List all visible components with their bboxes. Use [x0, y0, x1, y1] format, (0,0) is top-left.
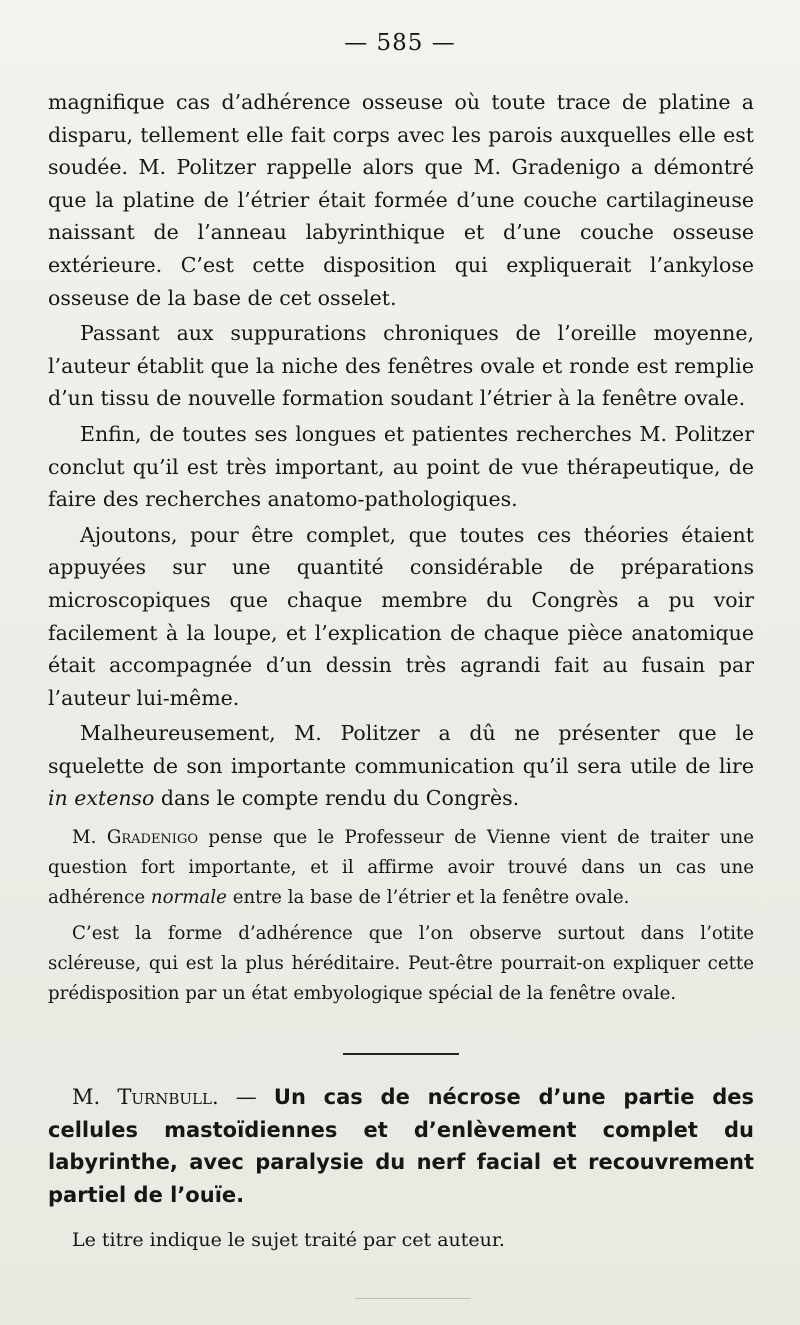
paragraph-malheureusement — [48, 717, 754, 815]
section-divider — [343, 1053, 459, 1055]
page-number: — 585 — — [344, 30, 456, 56]
text-run: dans le compte rendu du Congrès. — [154, 786, 520, 811]
article-heading — [48, 1081, 754, 1211]
italic-run: normale — [150, 887, 227, 909]
paragraph-preparations: Ajoutons, pour être complet, que toutes ces théories étaient appuyées sur une quantité considérable de préparations microscopiques que chaque membre du Congrès a pu voir facilement à la loupe, et l’explication de chaque pièce anatomique était accompagnée d’un dessin très agrandi fait au fusain par l’auteur lui-même. — [48, 522, 754, 710]
text-run: pense que le Professeur de Vienne vient de traiter une question fort importante, et il affirme avoir trouvé dans un cas une adhérence — [48, 827, 754, 909]
page-body — [48, 86, 754, 1255]
article-author-prefix: M. — [72, 1085, 118, 1110]
italic-run: in extenso — [48, 786, 155, 811]
author-name: Gradenigo — [106, 827, 198, 849]
paragraph-continuation: magnifique cas d’adhérence osseuse où toute trace de platine a disparu, tellement elle fait corps avec les parois auxquelles elle est soudée. M. Politzer rappelle alors que M. Gradenigo a démontré que la platine de l’étrier était formée d’une couche cartilagineuse naissant de l’anneau labyrinthique et d’une couche osseuse extérieure. C’est cette disposition qui expliquerait l’ankylose osseuse de la base de cet osselet. — [48, 90, 754, 310]
text-run: entre la base de l’étrier et la fenêtre ovale. — [226, 887, 630, 909]
text-run: Malheureusement, M. Politzer a dû ne présenter que le squelette de son importante communication qu’il sera utile de lire — [48, 721, 754, 778]
paragraph-otite: C’est la forme d’adhérence que l’on observe surtout dans l’otite scléreuse, qui est la plus héréditaire. Peut-être pourrait-on expliquer cette prédisposition par un état embyologique spécial de la fenêtre ovale. — [48, 923, 754, 1005]
article-summary: Le titre indique le sujet traité par cet auteur. — [72, 1229, 505, 1252]
paragraph-conclusion: Enfin, de toutes ses longues et patientes recherches M. Politzer conclut qu’il est très important, au point de vue thérapeutique, de faire des recherches anatomo-pathologiques. — [48, 421, 754, 512]
paragraph-gradenigo — [48, 823, 754, 913]
article-dash: . — — [211, 1085, 274, 1110]
bottom-rule — [355, 1298, 471, 1299]
article-title: Un cas de nécrose d’une partie des cellules mastoïdiennes et d’enlèvement complet du labyrinthe, avec paralysie du nerf facial et recouvrement partiel de l’ouïe. — [48, 1085, 754, 1207]
article-author-name: Turnbull — [117, 1085, 212, 1110]
author-prefix: M. — [72, 827, 107, 849]
paragraph-suppurations: Passant aux suppurations chroniques de l’oreille moyenne, l’auteur établit que la niche des fenêtres ovale et ronde est remplie d’un tissu de nouvelle formation soudant l’étrier à la fenêtre ovale. — [48, 321, 754, 411]
